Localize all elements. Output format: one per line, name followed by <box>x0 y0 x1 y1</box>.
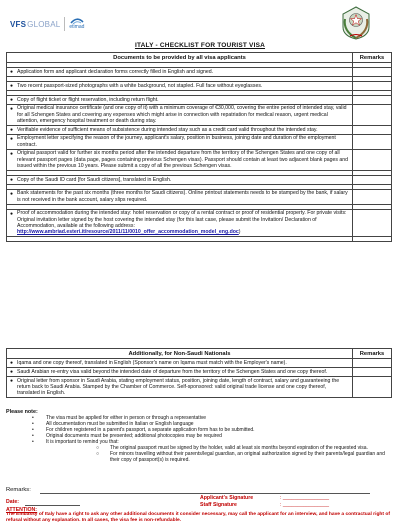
remarks-cell <box>353 175 392 184</box>
table-heading: Documents to be provided by all visa applicants <box>7 53 353 63</box>
table-row: ● Verifiable evidence of sufficient means of subsistence during intended stay such as a credit card valid throughout the intended stay. <box>7 125 392 134</box>
header <box>6 5 394 41</box>
remarks-cell <box>353 125 392 134</box>
list-item: • The visa must be applied for either in person or through a representative <box>32 415 207 421</box>
table-row: ● Saudi Arabian re-entry visa valid beyond the intended date of departure from the territory of the Schengen States and one copy thereof. <box>7 368 392 377</box>
page-title: ITALY - CHECKLIST FOR TOURIST VISA <box>134 42 266 49</box>
remarks-cell <box>353 359 392 368</box>
remarks-cell <box>353 134 392 149</box>
remarks-cell <box>353 368 392 377</box>
table-row: ● Original passport valid for further six months period after the intended departure from the territory of the Schengen States and one copy of all relevant passport pages (data page, pages containing previous Schengen visas). Passport should contain at least two adjacent blank pages and issued within the previous 10 years. Please submit a copy of all the previous Schengen visas. <box>7 149 392 170</box>
signature-fields <box>280 495 329 508</box>
table-row: ● Iqama and one copy thereof, translated in English (Sponsor's name on Iqama must match with the Employer's name). <box>7 359 392 368</box>
table-row: ● Two recent passport-sized photographs with a white background, not stapled. Full face without eyeglasses. <box>7 82 392 91</box>
remarks-field[interactable] <box>40 493 370 494</box>
list-item: ○ The original passport must be signed by the holder, valid at least six months beyond expiration of the requested visa. <box>96 445 368 451</box>
notes-heading: Please note: <box>6 409 38 415</box>
table-row: ● Bank statements for the past six months (three months for Saudi citizens). Online printout statements needs to be stamped by the bank, if salary is not received in the bank account, salary slips required. <box>7 189 392 204</box>
date-field[interactable] <box>25 505 80 506</box>
table-row: ● Original medical insurance certificate (and one copy of it) with a minimum coverage of €30,000, covering the entire period of intended stay, valid for all Schengen States and covering any expenses which might arise in connection with repatriation for medical reason, urgent medical attention, emergency hospital treatment or death during stay. <box>7 104 392 125</box>
table-row: ● Copy of the Saudi ID card [for Saudi citizens], translated in English. <box>7 175 392 184</box>
vfs-global-logo: VFSGLOBAL etimad <box>10 17 84 31</box>
notes-section <box>6 409 394 463</box>
applicant-signature-label: Applicant's Signature <box>200 495 254 501</box>
table-heading: Additionally, for Non-Saudi Nationals <box>7 349 353 359</box>
table-row: ● Employment letter specifying the reason of the journey, applicant's salary, position in business, joining date and duration of the employment contract. <box>7 134 392 149</box>
list-item: • Original documents must be presented; additional photocopies may be required <box>32 433 222 439</box>
remarks-cell <box>353 149 392 170</box>
table-row: ● Application form and applicant declaration forms correctly filled in English and signed. <box>7 68 392 77</box>
list-item: • All documentation must be submitted in Italian or English language <box>32 421 194 427</box>
non-saudi-table <box>6 348 392 398</box>
accommodation-form-link[interactable]: http://www.ambriad.esteri.it/resource/2011/11/0010_offer_accommodation_model_eng.doc <box>17 229 239 235</box>
remarks-cell <box>353 189 392 204</box>
remarks-cell <box>353 82 392 91</box>
remarks-cell <box>353 209 392 236</box>
remarks-heading: Remarks <box>353 53 392 63</box>
staff-signature-field[interactable]: : ________________ <box>280 501 330 508</box>
table-row: ● Original letter from sponsor in Saudi Arabia, stating employment status, position, joining date, length of contract, salary and guaranteeing the return back to Saudi Arabia. Stamped by the Chamber of Commerce. Self-sponsored: valid original trade license and one copy thereof, translated in English. <box>7 376 392 397</box>
etimad-logo: etimad <box>69 18 84 30</box>
table-row: ● Copy of flight ticket or flight reservation, including return flight. <box>7 95 392 104</box>
list-item: ○ For minors travelling without their parents/legal guardian, an original authorization signed by their parents/legal guardian and their copy of passport(s) is required. <box>96 451 385 463</box>
staff-signature-label: Staff Signature <box>200 501 237 508</box>
remarks-cell <box>353 376 392 397</box>
applicant-signature-field[interactable]: : ________________ <box>280 495 330 501</box>
all-applicants-table <box>6 52 392 242</box>
attention-heading: ATTENTION: <box>6 507 38 513</box>
date-label: Date: <box>6 499 19 505</box>
remarks-cell <box>353 104 392 125</box>
remarks-cell <box>353 95 392 104</box>
remarks-label: Remarks: <box>6 487 31 493</box>
table-row: ● Proof of accommodation during the intended stay: hotel reservation or copy of a rental contract or proof of residential property. For private visits: Original invitation letter signed by the host covering the intended stay (for this last case, please submit the Invitation/ Declaration of Accommodation, available at the following address: http://www.ambriad.esteri.it/resource/2011/11/0010_offer_accommodation_model_eng.doc) <box>7 209 392 236</box>
signature-labels <box>200 495 253 508</box>
remarks-heading: Remarks <box>353 349 392 359</box>
italian-republic-emblem-icon <box>340 5 372 41</box>
list-item: • For children registered in a parent's passport, a separate application form has to be submitted. <box>32 427 255 433</box>
list-item: • It is important to remind you that: <box>32 439 119 445</box>
remarks-cell <box>353 68 392 77</box>
attention-text: The Embassy of Italy have a right to ask any other additional documents it consider necessary, may call the applicant for an interview, and have a contractual right of refusal without any explanation. In all cases, the visa fee is non-refundable. <box>6 512 391 523</box>
